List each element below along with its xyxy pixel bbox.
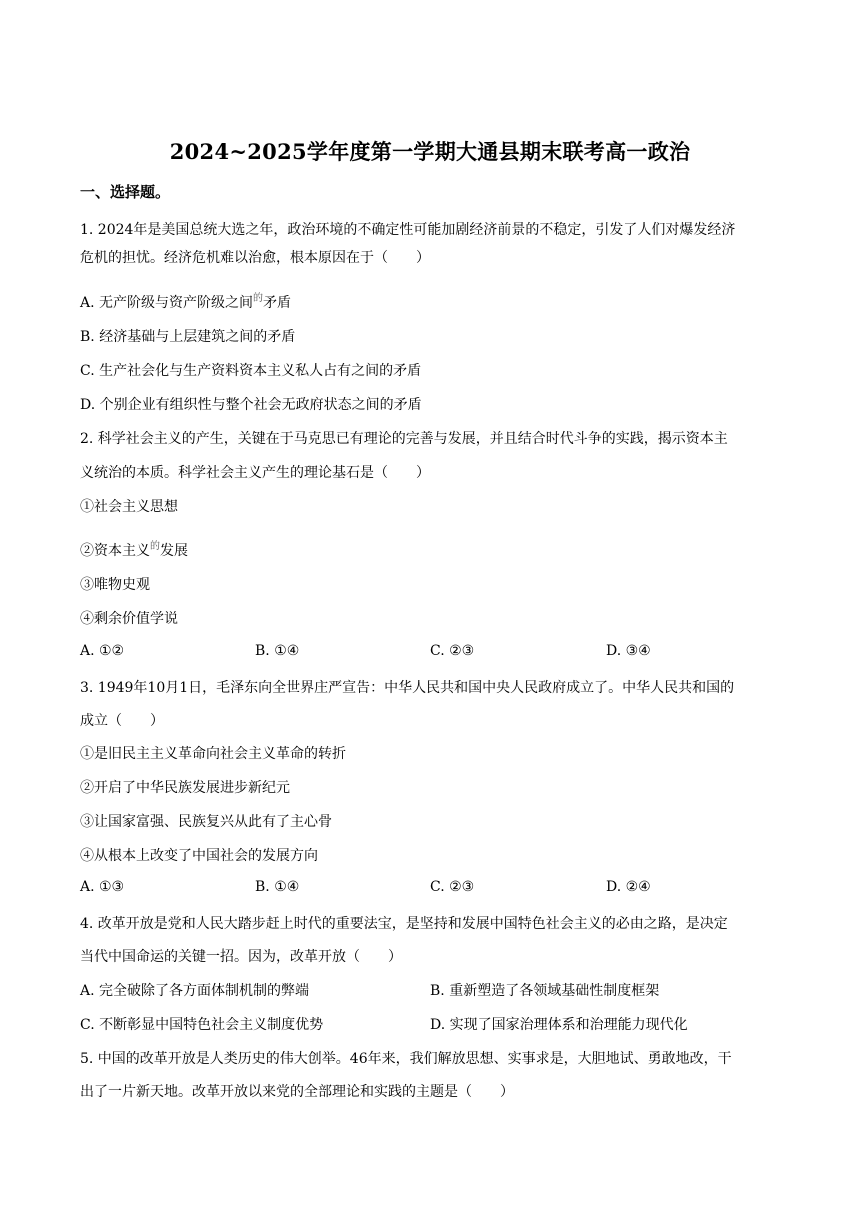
question-3-stem-line-2: 成立（ ） [80, 713, 164, 729]
question-3-statement-3: ③让国家富强、民族复兴从此有了主心骨 [80, 814, 332, 830]
question-4-options-row-1 [80, 980, 785, 1000]
question-4-option-b: B. 重新塑造了各领域基础性制度框架 [430, 983, 660, 999]
overlay-char: 的 [150, 541, 160, 552]
question-1-option-a [80, 289, 291, 312]
question-2-option-b: B. ①④ [255, 643, 300, 659]
option-text: A. 无产阶级与资产阶级之间 [80, 295, 254, 311]
question-2-stem-line-1: 2. 科学社会主义的产生，关键在于马克思已有理论的完善与发展，并且结合时代斗争的实践，揭示资本主 [80, 431, 728, 447]
question-3-options [80, 879, 785, 899]
question-2-option-c: C. ②③ [430, 643, 475, 659]
question-5-stem-line-2: 出了一片新天地。改革开放以来党的全部理论和实践的主题是（ ） [80, 1084, 514, 1100]
question-2-stem-line-2: 义统治的本质。科学社会主义产生的理论基石是（ ） [80, 465, 430, 481]
question-1-option-d: D. 个别企业有组织性与整个社会无政府状态之间的矛盾 [80, 397, 422, 413]
question-2-statement-3: ③唯物史观 [80, 577, 150, 593]
overlay-char: 的 [253, 293, 264, 304]
question-2-statement-4: ④剩余价值学说 [80, 611, 178, 627]
question-3-option-a: A. ①③ [80, 879, 125, 895]
question-3-statement-2: ②开启了中华民族发展进步新纪元 [80, 780, 290, 796]
question-3-option-d: D. ②④ [606, 879, 651, 895]
statement-text: 发展 [160, 543, 188, 559]
question-2-option-a: A. ①② [80, 643, 125, 659]
question-1-option-b: B. 经济基础与上层建筑之间的矛盾 [80, 329, 296, 345]
question-2-statement-2 [80, 537, 188, 560]
question-3-statement-4: ④从根本上改变了中国社会的发展方向 [80, 848, 318, 864]
question-3-stem-line-1: 3. 1949年10月1日，毛泽东向全世界庄严宣告：中华人民共和国中央人民政府成立了。中华人民共和国的 [80, 680, 735, 696]
question-2-options [80, 643, 785, 663]
question-4-option-d: D. 实现了国家治理体系和治理能力现代化 [430, 1017, 688, 1033]
question-2-statement-1: ①社会主义思想 [80, 499, 178, 515]
option-text: 矛盾 [263, 295, 292, 311]
question-4-stem-line-2: 当代中国命运的关键一招。因为，改革开放（ ） [80, 949, 402, 965]
question-4-option-a: A. 完全破除了各方面体制机制的弊端 [80, 983, 310, 999]
question-1-stem-line-1: 1. 2024年是美国总统大选之年，政治环境的不确定性可能加剧经济前景的不稳定，引发了人们对爆发经济 [80, 222, 736, 238]
question-2-option-d: D. ③④ [606, 643, 651, 659]
statement-text: ②资本主义 [80, 543, 150, 559]
question-1-stem-line-2: 危机的担忧。经济危机难以治愈，根本原因在于（ ） [80, 250, 430, 266]
section-heading: 一、选择题。 [80, 183, 171, 201]
question-3-option-b: B. ①④ [255, 879, 300, 895]
question-4-options-row-2 [80, 1014, 785, 1034]
question-3-option-c: C. ②③ [430, 879, 475, 895]
question-3-statement-1: ①是旧民主主义革命向社会主义革命的转折 [80, 746, 346, 762]
question-4-option-c: C. 不断彰显中国特色社会主义制度优势 [80, 1017, 324, 1033]
exam-title: 2024~2025学年度第一学期大通县期末联考高一政治 [169, 139, 691, 164]
question-4-stem-line-1: 4. 改革开放是党和人民大踏步赶上时代的重要法宝，是坚持和发展中国特色社会主义的必由之路，是决定 [80, 916, 728, 932]
question-1-option-c: C. 生产社会化与生产资料资本主义私人占有之间的矛盾 [80, 363, 422, 379]
question-5-stem-line-1: 5. 中国的改革开放是人类历史的伟大创举。46年来，我们解放思想、实事求是，大胆地试、勇敢地改，干 [80, 1051, 732, 1067]
